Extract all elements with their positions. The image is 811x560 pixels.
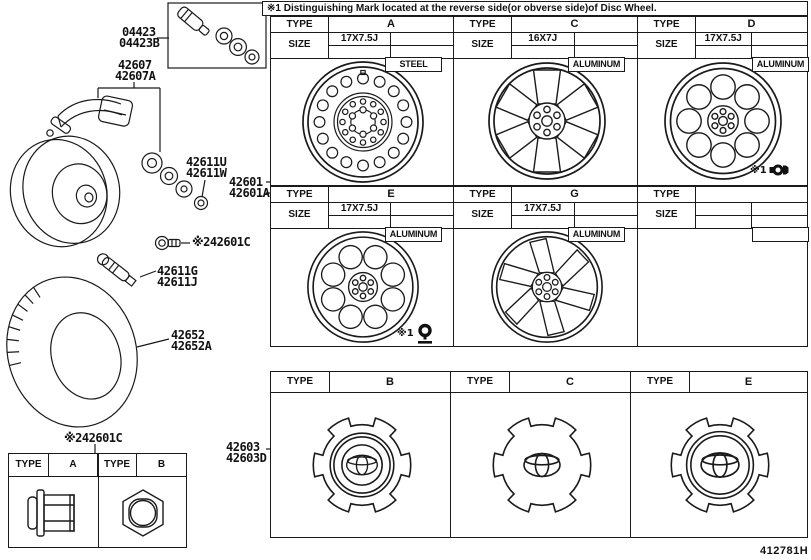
distinguishing-mark-e [397,323,434,344]
type-value-e: E [387,188,395,200]
size-value: 17X7.5J [512,203,575,216]
part-label-42652a: 42652A [171,339,212,353]
part-label-42603: 42603 [226,440,260,454]
size-subcell [512,216,575,228]
type-header: TYPE [98,454,137,476]
type-value-blank [696,187,807,202]
size-value: 17X7.5J [696,33,752,46]
type-value-a: A [387,18,395,30]
keyhole-icon [416,323,434,344]
nut-type-value-b: B [157,459,166,470]
tire-icon [0,260,156,444]
part-label-42601a: 42601A [229,186,270,200]
type-header: TYPE [271,372,330,392]
cap-type-value-e: E [744,376,753,388]
material-badge [752,227,809,242]
valve-kit-box [168,3,266,68]
part-label-04423b: 04423B [119,36,160,50]
banner-note: ※1 Distinguishing Mark located at the reverse side(or obverse side)of Disc Wheel. [262,1,808,16]
toyota-center-cap-drawing [489,412,595,518]
size-subcell [391,203,453,216]
material-badge: ALUMINUM [752,57,809,72]
size-subcell [575,203,638,216]
part-label-42611w: 42611W [186,166,227,180]
size-header: SIZE [271,203,329,228]
size-value [696,203,752,216]
size-value: 16X7J [512,33,575,46]
size-subcell [391,33,453,46]
nut-type-value-a: A [49,454,98,476]
type-header: TYPE [454,187,512,202]
type-header: TYPE [271,17,329,32]
wheel-panel-blank [637,186,808,347]
drawing-number: 412781H [760,545,809,557]
part-label-242601c: ※242601C [192,235,251,249]
size-header: SIZE [454,203,512,228]
size-header: SIZE [638,203,696,228]
valve-stem-icon [176,5,211,37]
cap-type-value-c: C [566,376,574,388]
part-label-42611g: 42611G [157,264,198,278]
mark-text: ※1 [397,328,414,339]
size-subcell [696,46,752,58]
wheel-panel-type-a [270,16,454,186]
wheel-panel-type-g [453,186,638,347]
part-label-42652: 42652 [171,328,205,342]
mark-text: ※1 [750,164,767,176]
valve-core-icon [156,237,181,250]
lug-nut-drawings [9,477,186,547]
type-header: TYPE [271,187,329,202]
type-value-g: G [570,188,579,200]
size-subcell [329,216,391,228]
part-label-42611j: 42611J [157,275,198,289]
material-badge: ALUMINUM [568,57,625,72]
lug-nut-table [8,453,187,548]
part-label-04423: 04423 [122,25,156,39]
tire-valve-icon [95,252,137,288]
cap-panel-type-c [450,371,631,538]
type-value-c: C [570,18,579,30]
type-header: TYPE [631,372,690,392]
table-divider [98,454,99,547]
size-subcell [696,216,752,229]
plug-icon [769,163,789,177]
toyota-center-cap-drawing [309,412,415,518]
type-header: TYPE [9,454,49,476]
cap-panel-type-e [630,371,808,538]
type-header: TYPE [454,17,512,32]
toyota-center-cap-drawing [667,412,773,518]
part-label-42607a: 42607A [115,69,156,83]
distinguishing-mark-d [750,163,789,177]
tpms-sensor-icon [47,95,134,136]
type-header: TYPE [638,187,696,202]
type-header: TYPE [638,17,696,32]
part-label-42601: 42601 [229,175,263,189]
rim-perspective-icon [0,125,132,258]
wheel-panel-type-d [637,16,808,186]
part-label-42611u: 42611U [186,155,227,169]
alloy-wheel-6-spoke-angular-drawing [488,230,606,344]
size-header: SIZE [271,33,329,58]
type-value-d: D [747,18,756,30]
size-subcell [329,46,391,58]
size-subcell [752,33,808,46]
material-badge: ALUMINUM [385,227,442,242]
part-label-42607: 42607 [118,58,152,72]
acorn-lug-nut-icon [117,487,169,539]
flanged-lug-nut-icon [26,488,82,538]
alloy-wheel-6-spoke-drawing [485,61,609,181]
wheel-panel-type-c [453,16,638,186]
size-value: 17X7.5J [329,203,391,216]
cap-panel-type-b [270,371,451,538]
size-header: SIZE [638,33,696,58]
size-subcell [575,33,638,46]
size-subcell [752,203,808,216]
steel-wheel-16-hole-drawing [300,60,426,184]
part-label-242601c-2: ※242601C [64,431,123,445]
type-header: TYPE [451,372,510,392]
material-badge: ALUMINUM [568,227,625,242]
size-subcell [512,46,575,58]
size-value: 17X7.5J [329,33,391,46]
size-header: SIZE [454,33,512,58]
part-label-42603d: 42603D [226,451,267,465]
wheel-panel-type-e [270,186,454,347]
cap-type-value-b: B [386,376,394,388]
material-badge: STEEL [385,57,442,72]
